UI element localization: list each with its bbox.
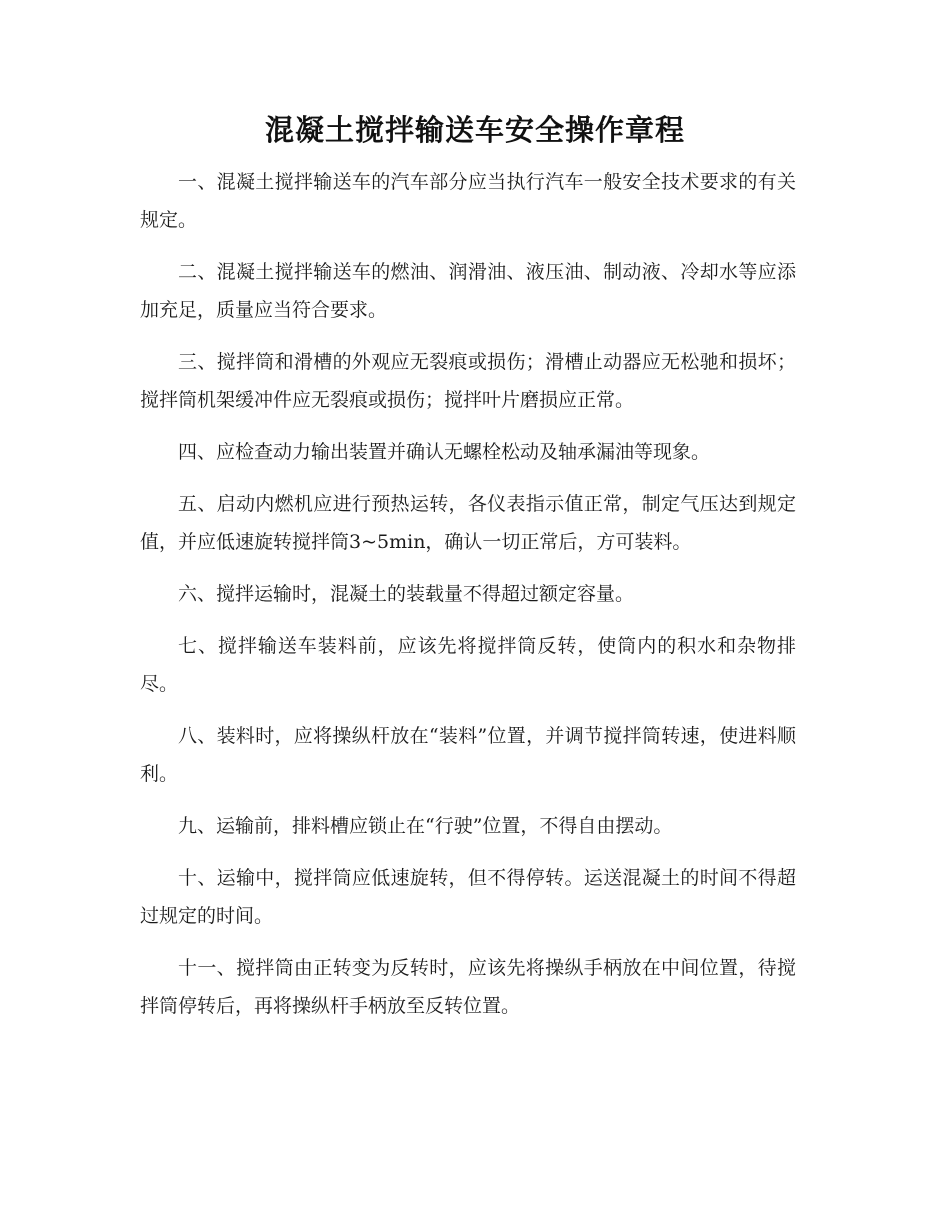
paragraph-5: 五、启动内燃机应进行预热运转，各仪表指示值正常，制定气压达到规定值，并应低速旋转搅拌筒3~5min，确认一切正常后，方可装料。 [140,493,796,553]
paragraph-4: 四、应检查动力输出装置并确认无螺栓松动及轴承漏油等现象。 [178,441,711,463]
paragraph-6: 六、搅拌运输时，混凝土的装载量不得超过额定容量。 [178,583,635,605]
document-title: 混凝土搅拌输送车安全操作章程 [264,113,685,147]
paragraph-7: 七、搅拌输送车装料前，应该先将搅拌筒反转，使筒内的积水和杂物排尽。 [140,635,796,695]
paragraph-2: 二、混凝土搅拌输送车的燃油、润滑油、液压油、制动液、冷却水等应添加充足，质量应当符合要求。 [140,261,796,321]
paragraph-9: 九、运输前，排料槽应锁止在“行驶”位置，不得自由摆动。 [178,815,673,837]
paragraph-8: 八、装料时，应将操纵杆放在“装料”位置，并调节搅拌筒转速，使进料顺利。 [140,725,796,785]
paragraph-11: 十一、搅拌筒由正转变为反转时，应该先将操纵手柄放在中间位置，待搅拌筒停转后，再将操纵杆手柄放至反转位置。 [140,957,796,1017]
paragraph-10: 十、运输中，搅拌筒应低速旋转，但不得停转。运送混凝土的时间不得超过规定的时间。 [140,867,796,927]
paragraph-1: 一、混凝土搅拌输送车的汽车部分应当执行汽车一般安全技术要求的有关规定。 [140,171,796,231]
paragraph-3: 三、搅拌筒和滑槽的外观应无裂痕或损伤；滑槽止动器应无松驰和损坏；搅拌筒机架缓冲件应无裂痕或损伤；搅拌叶片磨损应正常。 [140,351,796,411]
document-body [140,163,796,1039]
